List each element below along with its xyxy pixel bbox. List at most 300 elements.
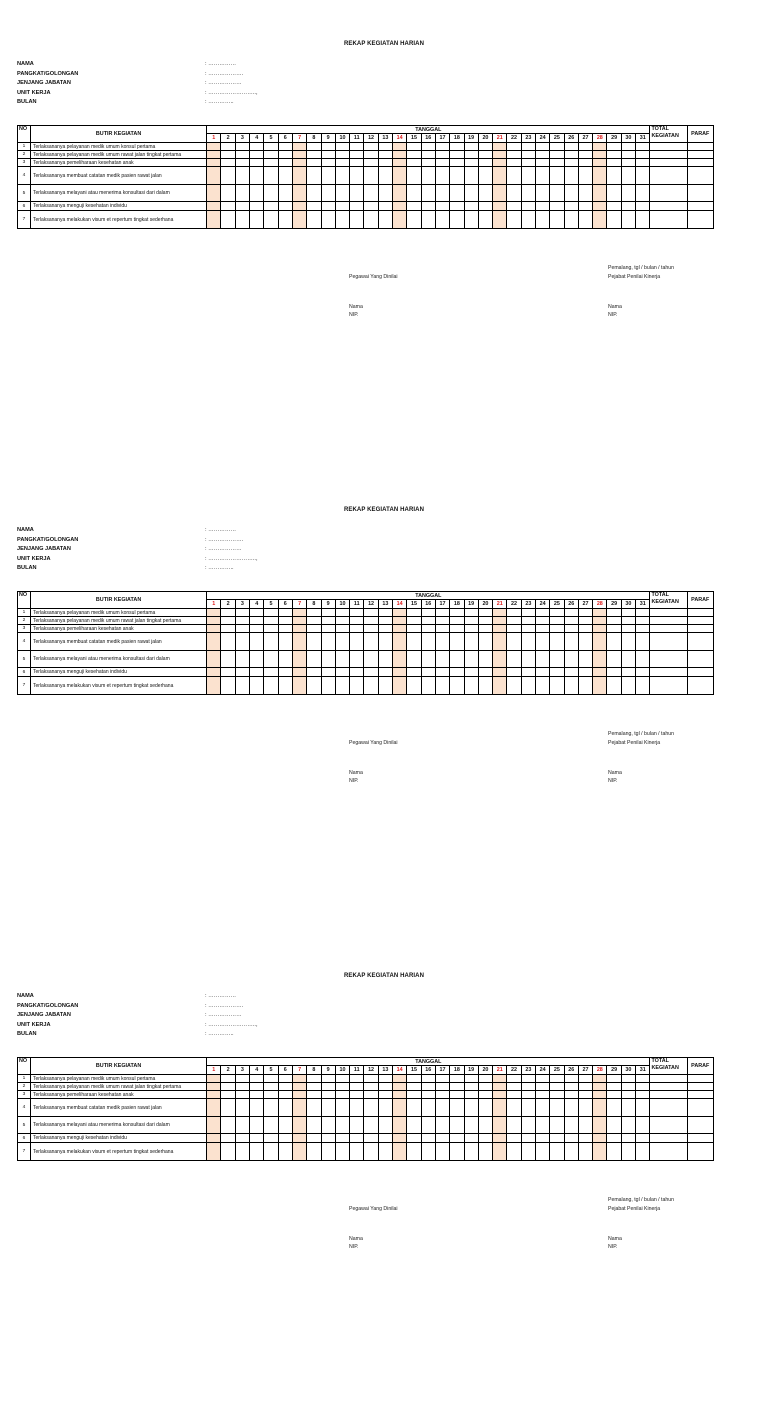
day-cell[interactable] <box>393 1099 407 1117</box>
day-cell[interactable] <box>507 1083 521 1091</box>
day-cell[interactable] <box>578 1117 592 1134</box>
day-cell[interactable] <box>421 1075 435 1083</box>
day-cell[interactable] <box>578 202 592 211</box>
day-cell[interactable] <box>393 1083 407 1091</box>
day-cell[interactable] <box>535 1134 549 1143</box>
day-cell[interactable] <box>578 677 592 695</box>
day-cell[interactable] <box>636 668 650 677</box>
day-cell[interactable] <box>564 143 578 151</box>
day-cell[interactable] <box>535 143 549 151</box>
day-cell[interactable] <box>535 1091 549 1099</box>
day-cell[interactable] <box>450 651 464 668</box>
day-cell[interactable] <box>521 1143 535 1161</box>
day-cell[interactable] <box>593 617 607 625</box>
total-cell[interactable] <box>650 185 687 202</box>
day-cell[interactable] <box>450 1134 464 1143</box>
day-cell[interactable] <box>578 167 592 185</box>
day-cell[interactable] <box>292 1134 306 1143</box>
day-cell[interactable] <box>364 1099 378 1117</box>
day-cell[interactable] <box>593 159 607 167</box>
day-cell[interactable] <box>364 1117 378 1134</box>
day-cell[interactable] <box>307 143 321 151</box>
day-cell[interactable] <box>478 202 492 211</box>
day-cell[interactable] <box>435 1143 449 1161</box>
day-cell[interactable] <box>450 668 464 677</box>
day-cell[interactable] <box>393 185 407 202</box>
day-cell[interactable] <box>550 143 564 151</box>
day-cell[interactable] <box>264 159 278 167</box>
day-cell[interactable] <box>421 1117 435 1134</box>
day-cell[interactable] <box>235 633 249 651</box>
paraf-cell[interactable] <box>687 625 713 633</box>
day-cell[interactable] <box>250 609 264 617</box>
day-cell[interactable] <box>521 151 535 159</box>
day-cell[interactable] <box>292 1083 306 1091</box>
day-cell[interactable] <box>292 625 306 633</box>
day-cell[interactable] <box>407 651 421 668</box>
day-cell[interactable] <box>278 151 292 159</box>
day-cell[interactable] <box>393 609 407 617</box>
day-cell[interactable] <box>521 202 535 211</box>
day-cell[interactable] <box>435 625 449 633</box>
day-cell[interactable] <box>378 1083 392 1091</box>
day-cell[interactable] <box>250 651 264 668</box>
day-cell[interactable] <box>535 609 549 617</box>
day-cell[interactable] <box>250 1083 264 1091</box>
day-cell[interactable] <box>621 633 635 651</box>
day-cell[interactable] <box>578 1075 592 1083</box>
day-cell[interactable] <box>407 609 421 617</box>
day-cell[interactable] <box>378 609 392 617</box>
day-cell[interactable] <box>621 159 635 167</box>
day-cell[interactable] <box>250 1075 264 1083</box>
day-cell[interactable] <box>578 651 592 668</box>
day-cell[interactable] <box>350 1091 364 1099</box>
day-cell[interactable] <box>435 677 449 695</box>
day-cell[interactable] <box>207 1134 221 1143</box>
day-cell[interactable] <box>378 143 392 151</box>
day-cell[interactable] <box>450 609 464 617</box>
day-cell[interactable] <box>221 1143 235 1161</box>
day-cell[interactable] <box>636 1075 650 1083</box>
day-cell[interactable] <box>350 609 364 617</box>
day-cell[interactable] <box>364 625 378 633</box>
day-cell[interactable] <box>350 1075 364 1083</box>
day-cell[interactable] <box>607 609 621 617</box>
day-cell[interactable] <box>450 151 464 159</box>
day-cell[interactable] <box>307 633 321 651</box>
day-cell[interactable] <box>621 1099 635 1117</box>
day-cell[interactable] <box>493 202 507 211</box>
day-cell[interactable] <box>593 143 607 151</box>
day-cell[interactable] <box>364 151 378 159</box>
day-cell[interactable] <box>478 1075 492 1083</box>
day-cell[interactable] <box>607 1083 621 1091</box>
day-cell[interactable] <box>292 609 306 617</box>
day-cell[interactable] <box>407 143 421 151</box>
day-cell[interactable] <box>350 677 364 695</box>
day-cell[interactable] <box>507 625 521 633</box>
day-cell[interactable] <box>335 1091 349 1099</box>
day-cell[interactable] <box>435 633 449 651</box>
day-cell[interactable] <box>321 1134 335 1143</box>
day-cell[interactable] <box>636 159 650 167</box>
day-cell[interactable] <box>564 1075 578 1083</box>
day-cell[interactable] <box>278 185 292 202</box>
day-cell[interactable] <box>235 609 249 617</box>
day-cell[interactable] <box>221 633 235 651</box>
paraf-cell[interactable] <box>687 668 713 677</box>
total-cell[interactable] <box>650 651 687 668</box>
day-cell[interactable] <box>507 159 521 167</box>
day-cell[interactable] <box>521 633 535 651</box>
day-cell[interactable] <box>393 1143 407 1161</box>
day-cell[interactable] <box>535 633 549 651</box>
day-cell[interactable] <box>264 143 278 151</box>
day-cell[interactable] <box>464 151 478 159</box>
day-cell[interactable] <box>407 151 421 159</box>
day-cell[interactable] <box>278 143 292 151</box>
day-cell[interactable] <box>550 1083 564 1091</box>
total-cell[interactable] <box>650 211 687 229</box>
day-cell[interactable] <box>478 1117 492 1134</box>
day-cell[interactable] <box>364 609 378 617</box>
paraf-cell[interactable] <box>687 211 713 229</box>
day-cell[interactable] <box>207 1099 221 1117</box>
day-cell[interactable] <box>464 617 478 625</box>
day-cell[interactable] <box>235 202 249 211</box>
day-cell[interactable] <box>264 185 278 202</box>
day-cell[interactable] <box>450 633 464 651</box>
total-cell[interactable] <box>650 625 687 633</box>
day-cell[interactable] <box>421 651 435 668</box>
day-cell[interactable] <box>235 159 249 167</box>
day-cell[interactable] <box>621 625 635 633</box>
day-cell[interactable] <box>578 1134 592 1143</box>
day-cell[interactable] <box>221 617 235 625</box>
day-cell[interactable] <box>364 159 378 167</box>
day-cell[interactable] <box>350 625 364 633</box>
day-cell[interactable] <box>550 677 564 695</box>
day-cell[interactable] <box>636 609 650 617</box>
day-cell[interactable] <box>578 609 592 617</box>
day-cell[interactable] <box>250 617 264 625</box>
day-cell[interactable] <box>621 677 635 695</box>
total-cell[interactable] <box>650 151 687 159</box>
day-cell[interactable] <box>435 1075 449 1083</box>
day-cell[interactable] <box>521 211 535 229</box>
day-cell[interactable] <box>507 617 521 625</box>
day-cell[interactable] <box>321 625 335 633</box>
day-cell[interactable] <box>478 1134 492 1143</box>
day-cell[interactable] <box>593 1075 607 1083</box>
day-cell[interactable] <box>307 159 321 167</box>
day-cell[interactable] <box>464 1117 478 1134</box>
total-cell[interactable] <box>650 677 687 695</box>
day-cell[interactable] <box>493 1075 507 1083</box>
day-cell[interactable] <box>535 651 549 668</box>
day-cell[interactable] <box>507 151 521 159</box>
day-cell[interactable] <box>407 1117 421 1134</box>
day-cell[interactable] <box>550 1075 564 1083</box>
day-cell[interactable] <box>250 1117 264 1134</box>
day-cell[interactable] <box>493 1134 507 1143</box>
day-cell[interactable] <box>364 1083 378 1091</box>
day-cell[interactable] <box>235 625 249 633</box>
day-cell[interactable] <box>435 185 449 202</box>
day-cell[interactable] <box>521 617 535 625</box>
day-cell[interactable] <box>407 633 421 651</box>
day-cell[interactable] <box>564 677 578 695</box>
day-cell[interactable] <box>593 151 607 159</box>
day-cell[interactable] <box>450 625 464 633</box>
day-cell[interactable] <box>521 159 535 167</box>
day-cell[interactable] <box>321 677 335 695</box>
day-cell[interactable] <box>207 677 221 695</box>
day-cell[interactable] <box>564 1134 578 1143</box>
day-cell[interactable] <box>278 617 292 625</box>
day-cell[interactable] <box>350 1099 364 1117</box>
day-cell[interactable] <box>278 1075 292 1083</box>
day-cell[interactable] <box>307 1083 321 1091</box>
day-cell[interactable] <box>535 1143 549 1161</box>
day-cell[interactable] <box>464 1075 478 1083</box>
day-cell[interactable] <box>507 1099 521 1117</box>
day-cell[interactable] <box>593 211 607 229</box>
day-cell[interactable] <box>307 185 321 202</box>
day-cell[interactable] <box>278 1091 292 1099</box>
day-cell[interactable] <box>478 677 492 695</box>
day-cell[interactable] <box>464 1091 478 1099</box>
day-cell[interactable] <box>578 151 592 159</box>
day-cell[interactable] <box>221 609 235 617</box>
day-cell[interactable] <box>321 159 335 167</box>
day-cell[interactable] <box>564 1143 578 1161</box>
day-cell[interactable] <box>621 167 635 185</box>
day-cell[interactable] <box>493 1083 507 1091</box>
paraf-cell[interactable] <box>687 609 713 617</box>
day-cell[interactable] <box>636 1117 650 1134</box>
day-cell[interactable] <box>321 1143 335 1161</box>
day-cell[interactable] <box>335 668 349 677</box>
paraf-cell[interactable] <box>687 167 713 185</box>
day-cell[interactable] <box>307 211 321 229</box>
day-cell[interactable] <box>621 609 635 617</box>
day-cell[interactable] <box>550 1091 564 1099</box>
day-cell[interactable] <box>607 633 621 651</box>
total-cell[interactable] <box>650 159 687 167</box>
day-cell[interactable] <box>507 651 521 668</box>
day-cell[interactable] <box>578 1091 592 1099</box>
day-cell[interactable] <box>335 1099 349 1117</box>
day-cell[interactable] <box>421 1083 435 1091</box>
day-cell[interactable] <box>421 609 435 617</box>
day-cell[interactable] <box>493 1099 507 1117</box>
day-cell[interactable] <box>350 1134 364 1143</box>
total-cell[interactable] <box>650 143 687 151</box>
total-cell[interactable] <box>650 1134 687 1143</box>
day-cell[interactable] <box>321 167 335 185</box>
day-cell[interactable] <box>621 1134 635 1143</box>
day-cell[interactable] <box>493 185 507 202</box>
day-cell[interactable] <box>621 1075 635 1083</box>
day-cell[interactable] <box>464 1099 478 1117</box>
day-cell[interactable] <box>636 633 650 651</box>
day-cell[interactable] <box>292 1117 306 1134</box>
day-cell[interactable] <box>292 185 306 202</box>
day-cell[interactable] <box>407 677 421 695</box>
day-cell[interactable] <box>478 185 492 202</box>
day-cell[interactable] <box>407 167 421 185</box>
day-cell[interactable] <box>421 668 435 677</box>
day-cell[interactable] <box>335 202 349 211</box>
day-cell[interactable] <box>250 625 264 633</box>
day-cell[interactable] <box>521 143 535 151</box>
day-cell[interactable] <box>207 159 221 167</box>
day-cell[interactable] <box>250 185 264 202</box>
day-cell[interactable] <box>364 1134 378 1143</box>
paraf-cell[interactable] <box>687 159 713 167</box>
day-cell[interactable] <box>235 151 249 159</box>
day-cell[interactable] <box>393 677 407 695</box>
day-cell[interactable] <box>464 609 478 617</box>
day-cell[interactable] <box>435 202 449 211</box>
day-cell[interactable] <box>621 211 635 229</box>
day-cell[interactable] <box>621 651 635 668</box>
day-cell[interactable] <box>235 1099 249 1117</box>
paraf-cell[interactable] <box>687 151 713 159</box>
day-cell[interactable] <box>421 625 435 633</box>
day-cell[interactable] <box>636 143 650 151</box>
day-cell[interactable] <box>292 651 306 668</box>
day-cell[interactable] <box>207 202 221 211</box>
day-cell[interactable] <box>235 167 249 185</box>
day-cell[interactable] <box>364 651 378 668</box>
day-cell[interactable] <box>364 677 378 695</box>
day-cell[interactable] <box>535 625 549 633</box>
day-cell[interactable] <box>478 143 492 151</box>
day-cell[interactable] <box>207 1083 221 1091</box>
day-cell[interactable] <box>493 151 507 159</box>
total-cell[interactable] <box>650 1117 687 1134</box>
day-cell[interactable] <box>250 1143 264 1161</box>
day-cell[interactable] <box>264 167 278 185</box>
day-cell[interactable] <box>535 151 549 159</box>
day-cell[interactable] <box>564 211 578 229</box>
day-cell[interactable] <box>393 1075 407 1083</box>
day-cell[interactable] <box>550 211 564 229</box>
day-cell[interactable] <box>493 677 507 695</box>
day-cell[interactable] <box>250 159 264 167</box>
day-cell[interactable] <box>435 1083 449 1091</box>
day-cell[interactable] <box>450 1143 464 1161</box>
day-cell[interactable] <box>507 677 521 695</box>
total-cell[interactable] <box>650 167 687 185</box>
day-cell[interactable] <box>378 1143 392 1161</box>
day-cell[interactable] <box>307 1075 321 1083</box>
day-cell[interactable] <box>450 167 464 185</box>
day-cell[interactable] <box>550 609 564 617</box>
day-cell[interactable] <box>636 1099 650 1117</box>
day-cell[interactable] <box>264 1117 278 1134</box>
day-cell[interactable] <box>450 1083 464 1091</box>
day-cell[interactable] <box>421 185 435 202</box>
day-cell[interactable] <box>307 1117 321 1134</box>
day-cell[interactable] <box>521 1099 535 1117</box>
day-cell[interactable] <box>521 167 535 185</box>
day-cell[interactable] <box>264 617 278 625</box>
day-cell[interactable] <box>550 1134 564 1143</box>
day-cell[interactable] <box>521 1075 535 1083</box>
day-cell[interactable] <box>307 609 321 617</box>
day-cell[interactable] <box>378 633 392 651</box>
day-cell[interactable] <box>207 1117 221 1134</box>
day-cell[interactable] <box>607 625 621 633</box>
day-cell[interactable] <box>578 1143 592 1161</box>
day-cell[interactable] <box>235 617 249 625</box>
day-cell[interactable] <box>221 167 235 185</box>
day-cell[interactable] <box>393 167 407 185</box>
day-cell[interactable] <box>378 185 392 202</box>
day-cell[interactable] <box>307 677 321 695</box>
day-cell[interactable] <box>435 1099 449 1117</box>
day-cell[interactable] <box>621 1117 635 1134</box>
day-cell[interactable] <box>378 1117 392 1134</box>
day-cell[interactable] <box>493 159 507 167</box>
day-cell[interactable] <box>607 668 621 677</box>
day-cell[interactable] <box>221 211 235 229</box>
day-cell[interactable] <box>350 651 364 668</box>
day-cell[interactable] <box>278 211 292 229</box>
day-cell[interactable] <box>207 151 221 159</box>
day-cell[interactable] <box>550 185 564 202</box>
day-cell[interactable] <box>450 185 464 202</box>
day-cell[interactable] <box>421 617 435 625</box>
day-cell[interactable] <box>535 1083 549 1091</box>
day-cell[interactable] <box>264 1091 278 1099</box>
day-cell[interactable] <box>307 1143 321 1161</box>
day-cell[interactable] <box>335 617 349 625</box>
day-cell[interactable] <box>278 668 292 677</box>
day-cell[interactable] <box>292 1099 306 1117</box>
day-cell[interactable] <box>636 1134 650 1143</box>
paraf-cell[interactable] <box>687 1083 713 1091</box>
day-cell[interactable] <box>235 1134 249 1143</box>
day-cell[interactable] <box>292 1143 306 1161</box>
day-cell[interactable] <box>407 1083 421 1091</box>
day-cell[interactable] <box>607 617 621 625</box>
day-cell[interactable] <box>493 211 507 229</box>
day-cell[interactable] <box>621 617 635 625</box>
day-cell[interactable] <box>378 625 392 633</box>
day-cell[interactable] <box>407 668 421 677</box>
day-cell[interactable] <box>207 1143 221 1161</box>
day-cell[interactable] <box>636 617 650 625</box>
day-cell[interactable] <box>207 1075 221 1083</box>
total-cell[interactable] <box>650 1075 687 1083</box>
total-cell[interactable] <box>650 668 687 677</box>
day-cell[interactable] <box>564 159 578 167</box>
day-cell[interactable] <box>250 668 264 677</box>
day-cell[interactable] <box>550 159 564 167</box>
day-cell[interactable] <box>307 1134 321 1143</box>
day-cell[interactable] <box>478 668 492 677</box>
day-cell[interactable] <box>478 625 492 633</box>
day-cell[interactable] <box>278 1143 292 1161</box>
day-cell[interactable] <box>421 1091 435 1099</box>
day-cell[interactable] <box>578 625 592 633</box>
day-cell[interactable] <box>307 617 321 625</box>
